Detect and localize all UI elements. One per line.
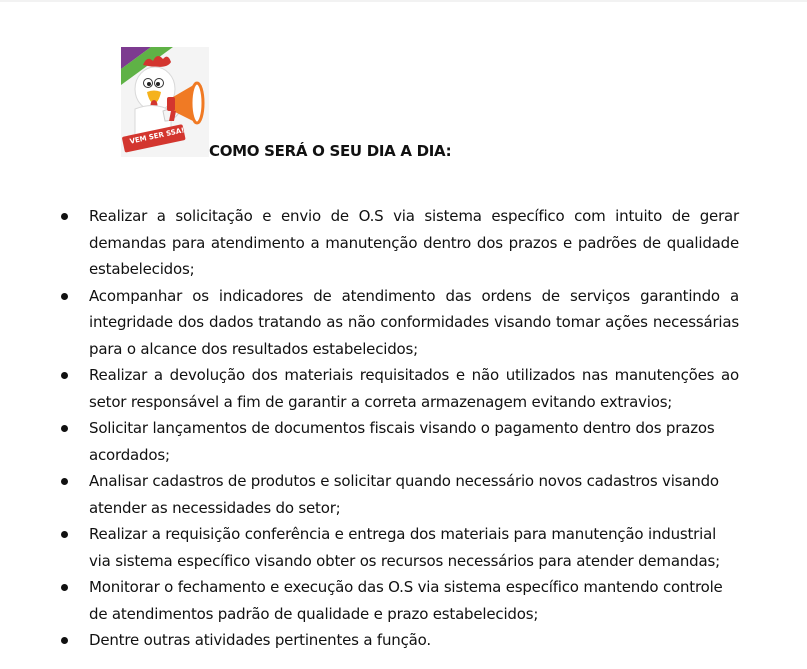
- list-item: [89, 468, 739, 521]
- bullet-icon: [61, 213, 68, 220]
- list-item-text: Realizar a devolução dos materiais requisitados e não utilizados nas manutenções ao setor responsável a fim de garantir a correta armazenagem evitando extravios;: [89, 366, 739, 411]
- activities-list: [0, 203, 739, 654]
- bullet-icon: [61, 425, 68, 432]
- list-item-text: Realizar a solicitação e envio de O.S via sistema específico com intuito de gerar demandas para atendimento a manutenção dentro dos prazos e padrões de qualidade estabelecidos;: [89, 207, 739, 278]
- list-item-text: Analisar cadastros de produtos e solicitar quando necessário novos cadastros visando atender as necessidades do setor;: [89, 472, 719, 517]
- bullet-icon: [61, 637, 68, 644]
- list-item: [89, 362, 739, 415]
- list-item-text: Realizar a requisição conferência e entrega dos materiais para manutenção industrial via sistema específico visando obter os recursos necessários para atender demandas;: [89, 525, 720, 570]
- bullet-icon: [61, 531, 68, 538]
- bullet-icon: [61, 372, 68, 379]
- list-item: [89, 415, 739, 468]
- list-item-text: Dentre outras atividades pertinentes a função.: [89, 631, 431, 649]
- list-item: [89, 203, 739, 283]
- list-item: [89, 283, 739, 363]
- list-item: [89, 627, 739, 654]
- list-item-text: Acompanhar os indicadores de atendimento das ordens de serviços garantindo a integridade dos dados tratando as não conformidades visando tomar ações necessárias para o alcance dos resultados estabelecidos;: [89, 286, 739, 358]
- list-item: [89, 574, 739, 627]
- logo-badge-text: VEM SER SSA!: [128, 126, 186, 146]
- list-item: [89, 521, 739, 574]
- bullet-icon: [61, 478, 68, 485]
- page-top-border: [0, 0, 807, 2]
- section-heading: COMO SERÁ O SEU DIA A DIA:: [209, 142, 452, 160]
- bullet-icon: [61, 293, 68, 300]
- list-item-text: Monitorar o fechamento e execução das O.S via sistema específico mantendo controle de atendimentos padrão de qualidade e prazo estabelecidos;: [89, 578, 723, 623]
- list-item-text: Solicitar lançamentos de documentos fiscais visando o pagamento dentro dos prazos acordados;: [89, 419, 715, 464]
- bullet-icon: [61, 584, 68, 591]
